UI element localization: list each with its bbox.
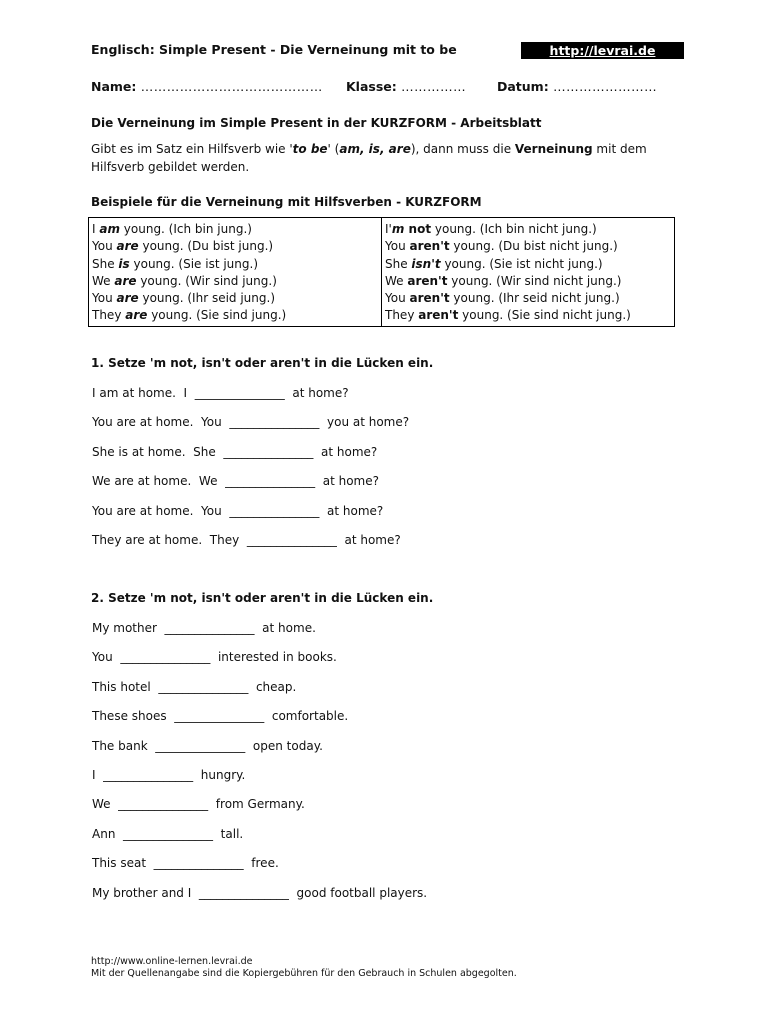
exercise2-line[interactable]: We _______________ from Germany.: [92, 797, 305, 811]
exercise1-line[interactable]: You are at home. You _______________ at home?: [92, 504, 384, 518]
example-row: You are young. (Ihr seid jung.): [92, 291, 276, 306]
klasse-field[interactable]: [346, 79, 466, 94]
example-row: She isn't young. (Sie ist nicht jung.): [385, 256, 603, 271]
datum-label: Datum:: [497, 79, 549, 94]
examples-negative-column: [382, 218, 675, 327]
examples-table: [88, 217, 675, 327]
intro-text-4: mit dem Hilfsverb gebildet werden.: [91, 142, 647, 174]
example-row: She is young. (Sie ist jung.): [92, 256, 258, 271]
datum-field[interactable]: [497, 79, 657, 94]
exercise2-line[interactable]: My mother _______________ at home.: [92, 621, 316, 635]
exercise1-heading: 1. Setze 'm not, isn't oder aren't in die Lücken ein.: [91, 356, 434, 370]
example-row: You aren't young. (Ihr seid nicht jung.): [385, 291, 620, 306]
exercise1-line[interactable]: I am at home. I _______________ at home?: [92, 386, 349, 400]
intro-paragraph: [91, 140, 691, 176]
exercise1-line[interactable]: We are at home. We _______________ at home?: [92, 474, 379, 488]
example-row: You aren't young. (Du bist nicht jung.): [385, 239, 618, 254]
klasse-dots: ……………: [401, 79, 467, 94]
intro-text-2: ' (: [327, 142, 340, 156]
exercise2-line[interactable]: My brother and I _______________ good football players.: [92, 886, 428, 900]
example-row: You are young. (Du bist jung.): [92, 239, 274, 254]
exercise1-line[interactable]: They are at home. They _______________ at home?: [92, 533, 401, 547]
intro-heading: Die Verneinung im Simple Present in der KURZFORM - Arbeitsblatt: [91, 116, 542, 130]
datum-dots: ……………………: [553, 79, 658, 94]
exercise1-line[interactable]: She is at home. She _______________ at home?: [92, 445, 378, 459]
worksheet-title: Englisch: Simple Present - Die Verneinung mit to be: [91, 42, 457, 57]
examples-heading: Beispiele für die Verneinung mit Hilfsverben - KURZFORM: [91, 195, 482, 209]
intro-verbs: am, is, are: [339, 142, 411, 156]
name-label: Name:: [91, 79, 137, 94]
example-row: I am young. (Ich bin jung.): [92, 222, 252, 236]
intro-to-be: to be: [292, 142, 328, 156]
exercise2-line[interactable]: You _______________ interested in books.: [92, 650, 337, 664]
example-row: We are young. (Wir sind jung.): [92, 273, 277, 288]
exercise2-line[interactable]: I _______________ hungry.: [92, 768, 246, 782]
exercise2-line[interactable]: This hotel _______________ cheap.: [92, 680, 297, 694]
exercise2-line[interactable]: The bank _______________ open today.: [92, 739, 323, 753]
example-row: They are young. (Sie sind jung.): [92, 308, 287, 323]
footer-link[interactable]: http://www.online-lernen.levrai.de: [91, 956, 253, 967]
exercise1-line[interactable]: You are at home. You _______________ you at home?: [92, 415, 410, 429]
intro-text-3: ), dann muss die: [410, 142, 515, 156]
example-row: I'm not young. (Ich bin nicht jung.): [385, 222, 597, 236]
name-dots: ……………………………………: [140, 79, 323, 94]
header-url-link[interactable]: http://levrai.de: [521, 42, 684, 59]
intro-verneinung: Verneinung: [514, 142, 593, 156]
example-row: We aren't young. (Wir sind nicht jung.): [385, 273, 622, 288]
examples-affirmative-column: [89, 218, 382, 327]
exercise2-line[interactable]: This seat _______________ free.: [92, 856, 279, 870]
example-row: They aren't young. (Sie sind nicht jung.): [385, 308, 631, 323]
exercise2-heading: 2. Setze 'm not, isn't oder aren't in die Lücken ein.: [91, 591, 434, 605]
klasse-label: Klasse:: [346, 79, 397, 94]
intro-text-1: Gibt es im Satz ein Hilfsverb wie ': [91, 142, 293, 156]
exercise2-line[interactable]: These shoes _______________ comfortable.: [92, 709, 349, 723]
name-field[interactable]: [91, 79, 323, 94]
exercise2-line[interactable]: Ann _______________ tall.: [92, 827, 244, 841]
footer-note: Mit der Quellenangabe sind die Kopiergebühren für den Gebrauch in Schulen abgegolten.: [91, 968, 517, 979]
